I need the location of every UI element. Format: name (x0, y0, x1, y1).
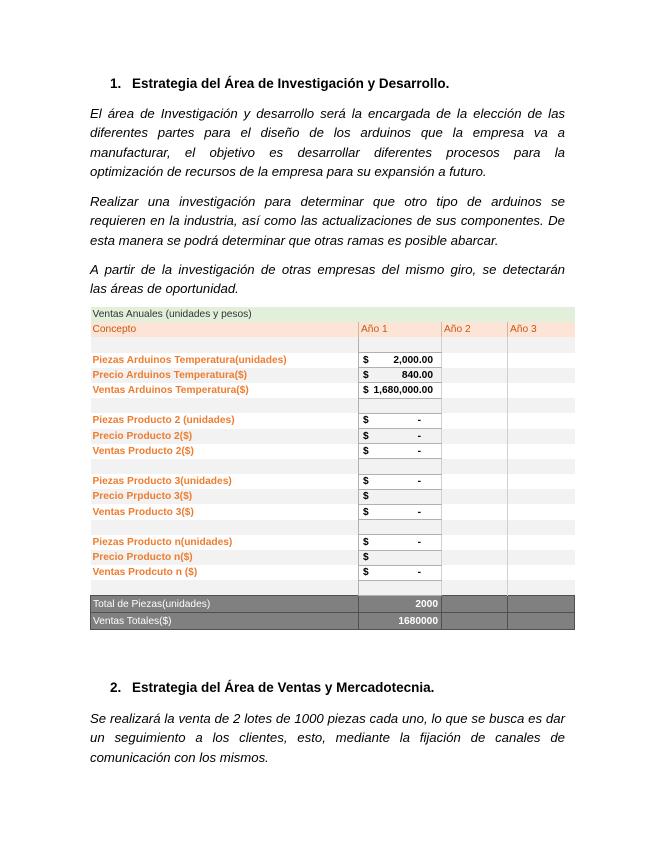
row-label: Precio Arduinos Temperatura($) (91, 368, 359, 383)
table-row (91, 565, 575, 580)
year-1-cell (359, 337, 442, 352)
year-2-cell (442, 580, 508, 595)
total-row (91, 613, 575, 630)
row-label (91, 398, 359, 413)
year-2-cell (442, 368, 508, 383)
year-3-cell (508, 580, 575, 595)
paragraph-2-line: requieren en la industria, así como las actualizaciones de sus componentes. De (90, 213, 565, 229)
header-year-3: Año 3 (508, 322, 575, 337)
currency-symbol: $ (363, 430, 369, 442)
table-header-row (91, 322, 575, 337)
year-3-cell (508, 398, 575, 413)
section-1-title: Estrategia del Área de Investigación y Desarrollo. (132, 76, 450, 91)
row-label (91, 337, 359, 352)
year-3-cell (508, 429, 575, 444)
table-row (91, 535, 575, 550)
row-label (91, 580, 359, 595)
section-1-number: 1. (110, 76, 122, 91)
paragraph-1 (90, 104, 565, 182)
year-3-cell (508, 520, 575, 535)
year-2-cell (442, 504, 508, 519)
table-row (91, 368, 575, 383)
year-1-cell (359, 535, 442, 550)
table-body (91, 337, 575, 595)
paragraph-4 (90, 709, 565, 767)
table-row (91, 489, 575, 504)
year-3-cell (508, 459, 575, 474)
year-3-cell (508, 413, 575, 428)
total-label: Total de Piezas(unidades) (91, 596, 359, 613)
year-1-value: 840.00 (401, 369, 433, 381)
year-3-cell (508, 337, 575, 352)
year-3-cell (508, 368, 575, 383)
year-3-cell (508, 535, 575, 550)
year-1-value: - (417, 445, 421, 457)
year-2-cell (442, 565, 508, 580)
row-label (91, 520, 359, 535)
currency-symbol: $ (363, 552, 369, 564)
total-label: Ventas Totales($) (91, 613, 359, 630)
year-2-cell (442, 520, 508, 535)
year-1-cell (359, 459, 442, 474)
year-1-value: - (417, 567, 421, 579)
table-row (91, 474, 575, 489)
year-1-value: - (417, 430, 421, 442)
currency-symbol: $ (363, 445, 369, 457)
paragraph-3 (90, 260, 565, 299)
table-row (91, 444, 575, 459)
table-row (91, 353, 575, 368)
row-label: Ventas Producto 3($) (91, 504, 359, 519)
paragraph-2 (90, 192, 565, 250)
paragraph-3-line: A partir de la investigación de otras empresas del mismo giro, se detectarán (90, 262, 565, 277)
year-3-cell (508, 353, 575, 368)
currency-symbol: $ (363, 536, 369, 548)
row-label: Precio Prpducto 3($) (91, 489, 359, 504)
section-1-heading (110, 76, 449, 91)
year-3-cell (508, 383, 575, 398)
total-empty-cell (508, 613, 575, 630)
table-row (91, 398, 575, 413)
paragraph-3-line: las áreas de oportunidad. (90, 281, 239, 297)
total-row (91, 596, 575, 613)
year-1-value: - (417, 506, 421, 518)
total-empty-cell (508, 596, 575, 613)
year-3-cell (508, 565, 575, 580)
total-value: 2000 (359, 596, 442, 613)
year-1-cell (359, 413, 442, 428)
table-title-row (91, 307, 575, 322)
year-1-cell (359, 368, 442, 383)
header-year-1: Año 1 (359, 322, 442, 337)
year-1-value: - (417, 476, 421, 488)
paragraph-2-line: Realizar una investigación para determinar que otro tipo de arduinos se (90, 194, 565, 209)
year-3-cell (508, 489, 575, 504)
paragraph-1-line: optimización de recursos de la empresa para su expansión a futuro. (90, 164, 487, 180)
row-label: Piezas Producto 3(unidades) (91, 474, 359, 489)
year-1-cell (359, 520, 442, 535)
year-1-cell (359, 474, 442, 489)
year-2-cell (442, 413, 508, 428)
year-1-cell (359, 580, 442, 595)
paragraph-1-line: manufacturar, el objetivo es desarrollar diferentes procesos para la (90, 144, 565, 160)
table-row (91, 580, 575, 595)
table-row (91, 550, 575, 565)
currency-symbol: $ (363, 506, 369, 518)
year-2-cell (442, 383, 508, 398)
year-1-cell (359, 565, 442, 580)
year-1-cell (359, 429, 442, 444)
currency-symbol: $ (363, 415, 369, 427)
row-label: Precio Producto 2($) (91, 429, 359, 444)
year-2-cell (442, 444, 508, 459)
sales-spreadsheet (90, 307, 575, 630)
total-value: 1680000 (359, 613, 442, 630)
year-1-cell (359, 550, 442, 565)
section-2-heading (110, 680, 434, 695)
paragraph-4-line: Se realizará la venta de 2 lotes de 1000 piezas cada uno, lo que se busca es dar (90, 711, 565, 726)
row-label: Ventas Arduinos Temperatura($) (91, 383, 359, 398)
table-row (91, 504, 575, 519)
table-row (91, 337, 575, 352)
year-1-value: - (417, 415, 421, 427)
row-label: Precio Producto n($) (91, 550, 359, 565)
year-2-cell (442, 550, 508, 565)
year-1-cell (359, 383, 442, 398)
year-3-cell (508, 474, 575, 489)
year-1-cell (359, 504, 442, 519)
paragraph-4-line: un seguimiento a los clientes, esto, mediante la fijación de canales de (90, 730, 565, 746)
currency-symbol: $ (363, 491, 369, 503)
table-title: Ventas Anuales (unidades y pesos) (91, 307, 575, 322)
year-2-cell (442, 535, 508, 550)
currency-symbol: $ (363, 567, 369, 579)
year-2-cell (442, 489, 508, 504)
paragraph-1-line: diferentes partes para el diseño de los arduinos que la empresa va a (90, 125, 565, 141)
year-2-cell (442, 474, 508, 489)
year-1-cell (359, 444, 442, 459)
row-label: Piezas Producto n(unidades) (91, 535, 359, 550)
row-label: Piezas Producto 2 (unidades) (91, 413, 359, 428)
table-row (91, 383, 575, 398)
section-2-title: Estrategia del Área de Ventas y Mercadotecnia. (132, 680, 435, 695)
year-1-value: - (417, 536, 421, 548)
paragraph-4-line: comunicación con los mismos. (90, 749, 269, 765)
year-2-cell (442, 398, 508, 413)
year-2-cell (442, 429, 508, 444)
paragraph-2-line: esta manera se podrá determinar que otras ramas es posible abarcar. (90, 232, 499, 248)
year-1-cell (359, 489, 442, 504)
currency-symbol: $ (363, 354, 369, 366)
currency-symbol: $ (363, 476, 369, 488)
row-label: Piezas Arduinos Temperatura(unidades) (91, 353, 359, 368)
row-label: Ventas Producto 2($) (91, 444, 359, 459)
year-2-cell (442, 459, 508, 474)
total-empty-cell (442, 596, 508, 613)
year-2-cell (442, 337, 508, 352)
year-2-cell (442, 353, 508, 368)
currency-symbol: $ (363, 385, 369, 397)
table-row (91, 413, 575, 428)
row-label (91, 459, 359, 474)
year-1-value: 2,000.00 (393, 354, 433, 366)
paragraph-1-line: El área de Investigación y desarrollo será la encargada de la elección de las (90, 106, 565, 121)
header-year-2: Año 2 (442, 322, 508, 337)
year-3-cell (508, 504, 575, 519)
year-3-cell (508, 550, 575, 565)
currency-symbol: $ (363, 369, 369, 381)
table-row (91, 459, 575, 474)
table-row (91, 520, 575, 535)
row-label: Ventas Prodcuto n ($) (91, 565, 359, 580)
header-concepto: Concepto (91, 322, 359, 337)
year-3-cell (508, 444, 575, 459)
table-row (91, 429, 575, 444)
year-1-cell (359, 353, 442, 368)
year-1-cell (359, 398, 442, 413)
year-1-value: 1,680,000.00 (373, 385, 433, 397)
total-empty-cell (442, 613, 508, 630)
section-2-number: 2. (110, 680, 122, 695)
